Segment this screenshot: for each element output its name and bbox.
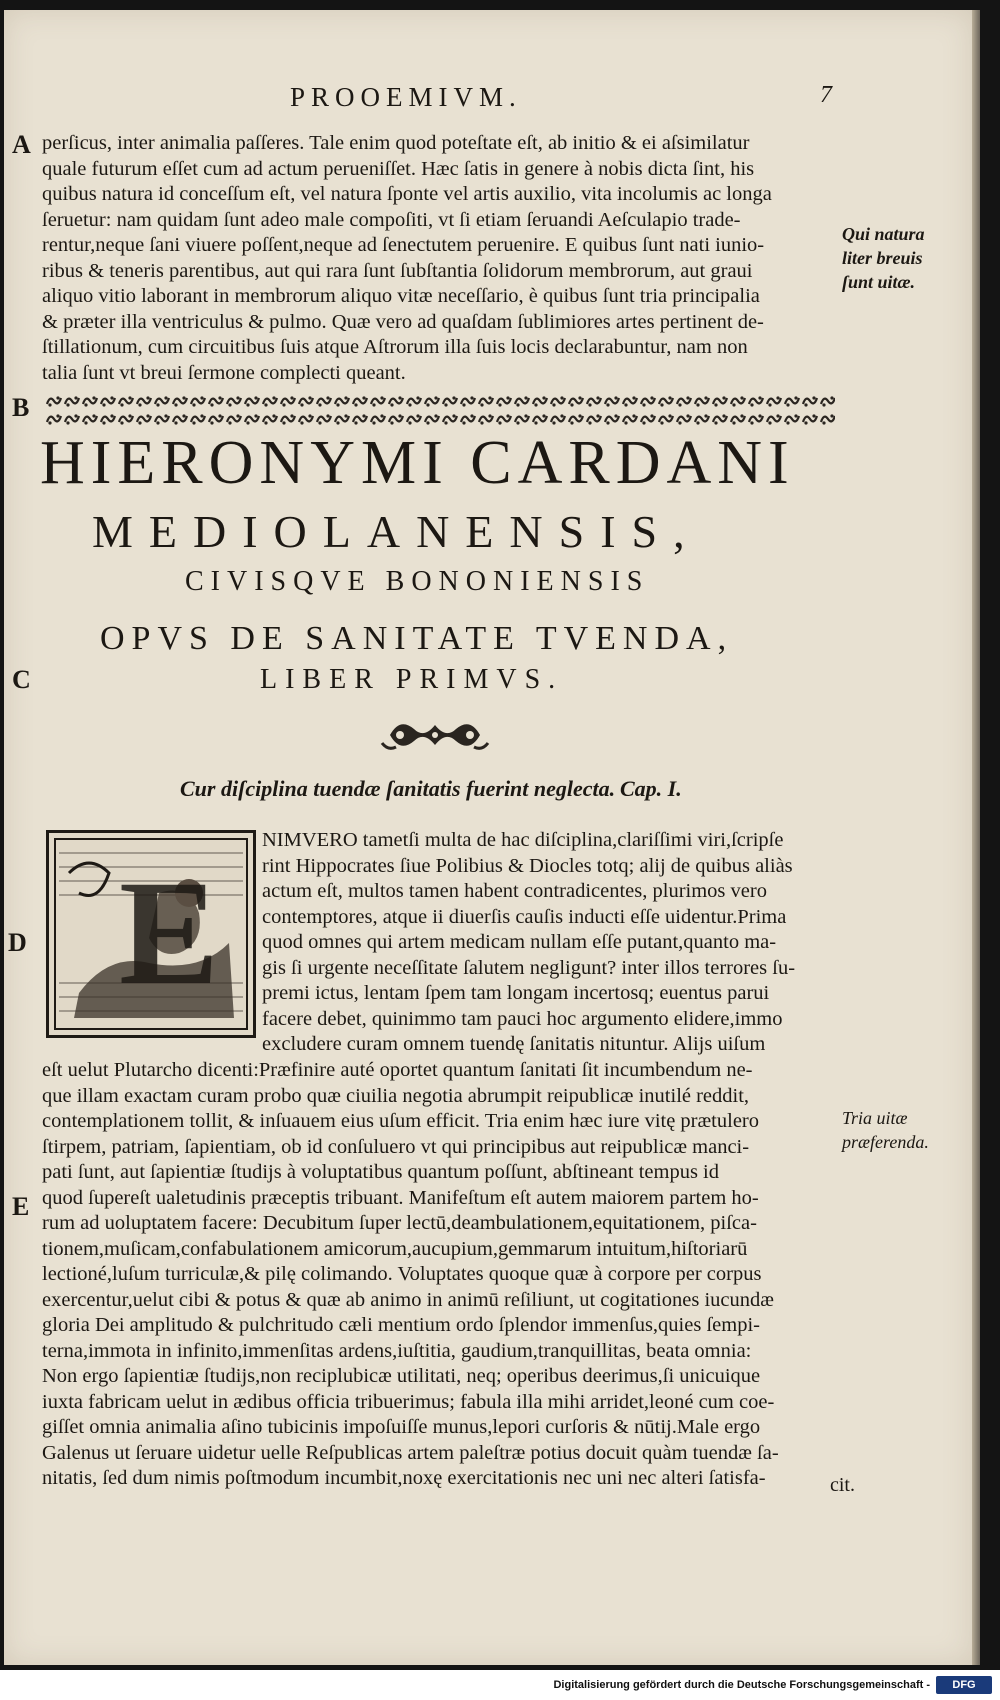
marker-a: A [12,130,31,159]
title-line-1: HIERONYMI CARDANI [40,429,795,497]
marker-d: D [8,928,27,957]
text-line: tionem,muſicam,confabulationem amicorum,aucupium,gemmarum intuitum,hiſtoriarū [42,1237,748,1260]
text-line: Galenus ut ſeruare uidetur uelle Reſpublicas artem paleſtræ potius docuit quàm tuendæ ſa- [42,1441,779,1464]
text-line: quibus natura id conceſſum eſt, vel natura ſponte vel artis auxilio, vita incolumis ac longa [42,183,772,205]
text-line: eſt uelut Plutarcho dicenti:Præfinire auté oportet quantum ſanitati ſit incumbendum ne- [42,1059,753,1081]
title-line-5: LIBER PRIMVS. [260,664,564,695]
text-line: premi ictus, lentam ſpem tam longam incertosq; euentus parui [262,982,770,1004]
initial-letter: E [119,850,220,1016]
margin-note-1: Qui natura liter breuis ſunt uitæ. [842,224,925,292]
text-line: gloria Dei amplitudo & pulchritudo cæli mentium ordo ſplendor immenſus,quies ſempi- [42,1314,760,1336]
text-line: ſeruetur: nam quidam ſunt adeo male compoſiti, vt ſi etiam ſeruandi Aeſculapio trade- [42,208,741,231]
text-line: nitatis, ſed dum nimis poſtmodum incumbit,noxę exercitationis nec uni nec alteri ſatisfa- [42,1467,766,1489]
text-line: actum eſt, multos tamen habent contradicentes, plurimos vero [262,880,767,902]
chapter-opening-lines [262,828,795,1058]
text-line: facere debet, quinimmo tam pauci hoc argumento elidere,immo [262,1007,783,1030]
text-line: rum ad uoluptatem facere: Decubitum ſuper lectū,deambulationem,equitationem, piſca- [42,1212,757,1234]
text-line: rentur,neque ſani viuere poſſent,neque ad ſenectutem peruenire. E quibus ſunt nati iunio- [42,234,765,256]
text-line: que illam exactam curam probo quæ ciuilia negotia abrumpit reipublicæ inutilé reddit, [42,1084,750,1107]
text-line: contemptores, atque ii diuerſis cauſis inducti eſſe uidentur.Prima [262,905,787,928]
title-line-2: MEDIOLANENSIS, [92,506,701,557]
text-line: terna,immota in infinito,immenſitas ardens,iuſtitia, gaudium,tranquillitas, beata omnia: [42,1339,752,1362]
text-line: gis ſi urgente neceſſitate ſalutem negligunt? inter illos terrores ſu- [262,956,796,979]
intro-paragraph [42,131,772,386]
text-line: Non ergo ſapientiæ ſtudijs,non reciplubicæ utilitati, neq; operibus deerimus,ſi unicuique [42,1365,761,1387]
vignette-ornament [380,713,490,757]
text-line: lectioné,luſum turriculæ,& pilę colimando. Voluptates quoque quæ à corpore per corpus [42,1263,762,1285]
title-line-4: OPVS DE SANITATE TVENDA, [100,620,734,657]
running-header: PROOEMIVM. [290,82,522,112]
catchword: cit. [830,1474,855,1496]
page-number: 7 [820,82,832,108]
text-line: rint Hippocrates ſiue Polibius & Diocles totq; alij de quibus aliàs [262,854,793,877]
text-line: perſicus, inter animalia paſſeres. Tale enim quod poteſtate eſt, ab initio & ei aſsimilatur [42,132,750,154]
text-line: talia ſunt vt breui ſermone complecti queant. [42,361,406,384]
chapter-title: Cur diſciplina tuendæ ſanitatis fuerint neglecta. [180,776,616,801]
footer-credit: Digitalisierung gefördert durch die Deutsche Forschungsgemeinschaft - [553,1679,930,1691]
dfg-logo[interactable]: DFG [936,1676,992,1694]
text-line: contemplationem tollit, & inſuauem eius uſum efficit. Tria enim hæc iure vitę prætulero [42,1110,759,1132]
marker-c: C [12,665,31,694]
marker-e: E [12,1192,30,1221]
margin-note-2: Tria uitæ præferenda. [842,1108,929,1152]
text-line: ſtirpem, patriam, ſapientiam, ob id conſuluero vt qui principibus aut reipublicæ manci- [42,1135,750,1158]
text-line: pati ſunt, aut ſapientiæ ſtudijs à voluptatibus quantum poſſunt, abſtineant tempus id [42,1161,719,1183]
ornamental-border [45,392,835,428]
decorated-initial [46,830,256,1038]
text-line: quale futurum eſſet cum ad actum perueniſſet. Hæc ſatis in genere à nobis dicta ſint, his [42,157,755,180]
text-line: quod ſupereſt ualetudinis præceptis tribuant. Manifeſtum eſt autem maiorem partem ho- [42,1186,759,1209]
text-line: iuxta fabricam uelut in ædibus officia tribuerimus; fabula illa mihi arridet,leoné cum coe- [42,1390,775,1413]
initial-illustration [49,833,253,1035]
page-edge [972,10,980,1665]
text-line: & præter illa ventriculus & pulmo. Quæ vero ad quaſdam ſublimiores artes pertinent de- [42,310,764,333]
text-line: NIMVERO tametſi multa de hac diſciplina,clariſſimi viri,ſcripſe [262,829,784,851]
text-line: giſſet omnia animalia aſino tubicinis impoſuiſſe munus,lepori curſoris & nūtij.Male ergo [42,1416,761,1438]
text-line: aliquo vitio laborant in membrorum aliquo vitæ neceſſario, è quibus ſunt tria principalia [42,285,760,307]
text-line: exercentur,uelut cibi & potus & quæ ab animo in animū reſiliunt, ut cogitationes iucundæ [42,1288,774,1311]
marker-b: B [12,393,30,422]
title-line-3: CIVISQVE BONONIENSIS [185,566,650,597]
text-line: ſtillationum, cum circuitibus ſuis atque Aſtrorum illa ſuis locis declarabuntur, nam non [42,336,748,358]
chapter-body [42,1058,779,1492]
text-line: ribus & teneris parentibus, aut qui rara ſunt ſubſtantia ſolidorum membrorum, aut graui [42,259,753,282]
text-line: quod omnes qui artem medicam nullam eſſe putant,quanto ma- [262,931,777,953]
chapter-number: Cap. I. [620,776,682,801]
text-line: excludere curam omnem tuendę ſanitatis nituntur. Alijs uiſum [262,1033,766,1055]
